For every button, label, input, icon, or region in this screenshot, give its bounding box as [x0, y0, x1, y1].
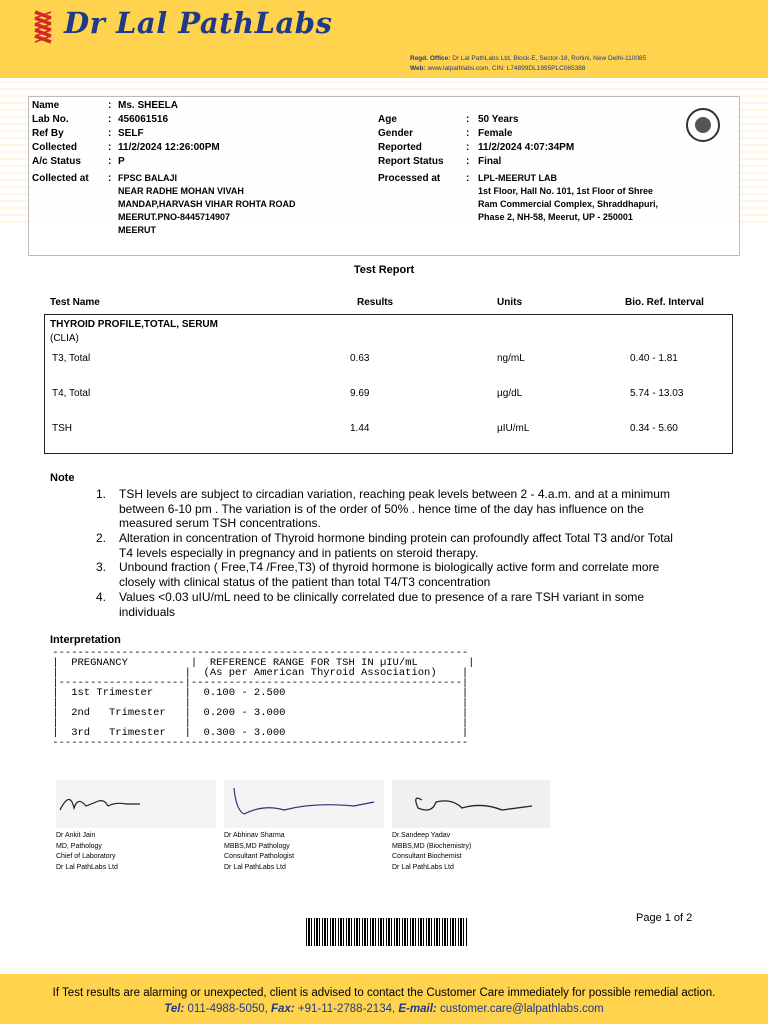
lab-number: 456061516 [118, 114, 169, 125]
colon: : [466, 142, 470, 153]
colon: : [108, 114, 112, 125]
note-item: 1. TSH levels are subject to circadian variation, reaching peak levels between 2 - 4.a.m. and at a minimum between 6-10 pm . The variation is of the order of 50% . hence time of the day has influence on the measured serum TSH concentrations. [96, 487, 670, 530]
signatory-abhinav-sharma: Dr Abhinav Sharma MBBS,MD Pathology Consultant Pathologist Dr Lal PathLabs Ltd [224, 832, 295, 871]
col-header-ref: Bio. Ref. Interval [625, 297, 704, 308]
page-number: Page 1 of 2 [636, 912, 693, 924]
dna-logo-icon [32, 10, 54, 44]
note-item: 3. Unbound fraction ( Free,T4 /Free,T3) of thyroid hormone is biologically active form and correlate more closely with clinical status of the patient than total T4/T3 concentration [96, 560, 660, 589]
colon: : [466, 128, 470, 139]
barcode [306, 918, 468, 946]
registered-office: Regd. Office: Dr Lal PathLabs Ltd, Block-E, Sector-18, Rohini, New Delhi-110085 Web: www.lalpathlabs.com, CIN: L74899DL1995PLC065388 [410, 55, 647, 72]
signature-abhinav-sharma [224, 780, 384, 828]
name-label: Name [32, 100, 60, 111]
test-unit: ng/mL [497, 353, 525, 364]
method: (CLIA) [50, 333, 79, 344]
test-result: 0.63 [350, 353, 370, 364]
patient-name: Ms. SHEELA [118, 100, 179, 111]
patient-gender: Female [478, 128, 513, 139]
labno-label: Lab No. [32, 114, 69, 125]
note-item: 4. Values <0.03 uIU/mL need to be clinically correlated due to presence of a rare TSH variant in some individuals [96, 590, 645, 619]
col-header-test: Test Name [50, 297, 100, 308]
col-header-results: Results [357, 297, 394, 308]
interpretation-heading: Interpretation [50, 634, 121, 646]
colon: : [108, 156, 112, 167]
test-unit: µg/dL [497, 388, 523, 399]
colon: : [108, 128, 112, 139]
report-title: Test Report [353, 264, 415, 276]
brand-name: Dr Lal PathLabs [64, 6, 333, 40]
account-status: P [118, 156, 125, 167]
test-ref: 0.40 - 1.81 [630, 353, 678, 364]
test-result: 1.44 [350, 423, 370, 434]
footer-band [0, 974, 768, 1024]
refby-label: Ref By [32, 128, 64, 139]
colon: : [108, 100, 112, 111]
signatory-sandeep-yadav: Dr.Sandeep Yadav MBBS,MD (Biochemistry) Consultant Biochemist Dr Lal PathLabs Ltd [392, 832, 472, 871]
processed-at-label: Processed at [378, 173, 441, 184]
collected-at-label: Collected at [32, 173, 89, 184]
processed-at-address: LPL-MEERUT LAB 1st Floor, Hall No. 101, 1st Floor of Shree Ram Commercial Complex, Shraddhapuri, Phase 2, NH-58, Meerut, UP - 250001 [478, 173, 659, 222]
signature-sandeep-yadav [392, 780, 550, 828]
interpretation-table: ------------------------------------------------------------------ | PREGNANCY | REFERENCE RANGE FOR TSH IN µIU/mL | | | (As per American Thyroid Association) | |--------------------|-------------------------------------------| | 1st Trimester | 0.100 - 2.500 | | | | | 2nd Trimester | 0.200 - 3.000 | | | | | 3rd Trimester | 0.300 - 3.000 | ------------------------------------------------------------------ [52, 647, 475, 749]
header-band [0, 0, 768, 78]
signatory-ankit-jain: Dr Ankit Jain MD, Pathology Chief of Laboratory Dr Lal PathLabs Ltd [56, 832, 118, 871]
colon: : [108, 142, 112, 153]
signature-ankit-jain [56, 780, 216, 828]
test-result: 9.69 [350, 388, 370, 399]
test-name: T3, Total [52, 353, 91, 364]
panel-name: THYROID PROFILE,TOTAL, SERUM [50, 319, 218, 330]
test-name: TSH [52, 423, 72, 434]
test-name: T4, Total [52, 388, 91, 399]
note-heading: Note [50, 472, 75, 484]
footer-contacts: Tel: 011-4988-5050, Fax: +91-11-2788-2134, E-mail: customer.care@lalpathlabs.com [164, 1003, 604, 1015]
collected-date: 11/2/2024 12:26:00PM [118, 142, 220, 153]
test-unit: µIU/mL [497, 423, 530, 434]
footer-advice: If Test results are alarming or unexpected, client is advised to contact the Customer Care immediately for possible remedial action. [52, 987, 716, 999]
colon: : [466, 156, 470, 167]
col-header-units: Units [497, 297, 522, 308]
gender-label: Gender [378, 128, 414, 139]
collected-at-address: FPSC BALAJI NEAR RADHE MOHAN VIVAH MANDAP,HARVASH VIHAR ROHTA ROAD MEERUT.PNO-8445714907 MEERUT [118, 173, 296, 235]
test-ref: 5.74 - 13.03 [630, 388, 684, 399]
age-label: Age [378, 114, 397, 125]
note-item: 2. Alteration in concentration of Thyroid hormone binding protein can profoundly affect Total T3 and/or Total T4 levels especially in pregnancy and in patients on steroid therapy. [96, 531, 673, 560]
reported-date: 11/2/2024 4:07:34PM [478, 142, 575, 153]
email-link[interactable]: customer.care@lalpathlabs.com [439, 1003, 604, 1015]
test-ref: 0.34 - 5.60 [630, 423, 678, 434]
colon: : [466, 173, 470, 184]
nabl-seal-icon [686, 108, 720, 142]
referred-by: SELF [118, 128, 144, 139]
report-status-label: Report Status [378, 156, 444, 167]
acstatus-label: A/c Status [32, 156, 81, 167]
colon: : [466, 114, 470, 125]
collected-label: Collected [32, 142, 78, 153]
patient-age: 50 Years [478, 114, 519, 125]
reported-label: Reported [378, 142, 422, 153]
colon: : [108, 173, 112, 184]
report-status: Final [478, 156, 502, 167]
